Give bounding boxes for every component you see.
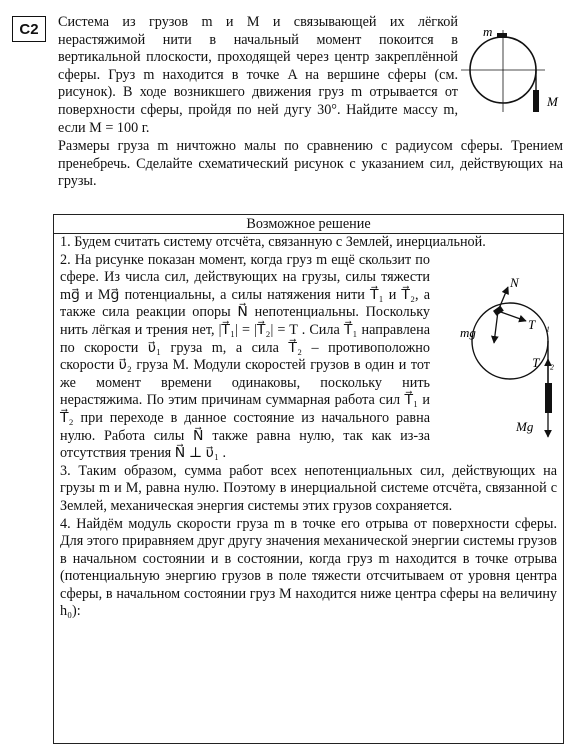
solution-step-3: 3. Таким образом, сумма работ всех непотенциальных сил, действующих на грузы m и M, равна нулю. Поэтому в инерциальной системе отсчёта, связанной с Землей, механическая энергия системы этих грузов сохраняется. [60,462,557,514]
solution-figure [454,275,558,447]
problem-text: Система из грузов m и M и связывающей их лёгкой нерастяжимой нити в начальный момент покоится в вертикальной плоскости, проходящей через центр закреплённой сферы. Груз m находится в точке A на вершине сферы (см. рисунок). В ходе возникшего движения груз m отрывается от поверхности сферы, пройдя по ней дугу 30°. Найдите массу m, если M = 100 г. [58,14,458,136]
solution-step-2: 2. На рисунке показан момент, когда груз m ещё скользит по сфере. Из числа сил, действующих на грузы, силы тяжести mg⃗ и Mg⃗ потенциальны, а силы натяжения нити T⃗₁ и T⃗₂, а также сила реакции опоры N⃗ непотенциальны. Поскольку нить лёгкая и трения нет, |T⃗₁| = |T⃗₂| = T . Сила T⃗₁ направлена по скорости υ⃗₁ груза m, а сила T⃗₂ – противоположно скорости υ⃗₂ груза M. Модули скоростей грузов в один и тот же момент времени одинаковы, поскольку нить нерастяжима. По этим причинам суммарная работа сил T⃗₁ и T⃗₂ при переходе в данное состояние из начального равна нулю. Работа силы N⃗ также равна нулю, так как из-за отсутствия трения N⃗ ⊥ υ⃗₁ . [60,251,430,462]
force-label-mg: mg⃗ [460,325,486,340]
solution-header: Возможное решение [54,215,563,234]
solution-step-4: 4. Найдём модуль скорости груза m в точке его отрыва от поверхности сферы. Для этого приравняем друг другу значения механической энергии системы грузов в начальном состоянии и в состоянии, когда груз m находится в точке отрыва (потенциальную энергию грузов в поле тяжести отсчитываем от уровня центра сферы, в начальном состоянии груз M находится ниже центра сферы на величину h₀): [60,515,557,620]
force-label-T2: T⃗₂ [532,355,554,370]
figure-label-m: m [483,24,493,39]
figure-label-M: M [547,94,558,109]
problem-number: C2 [12,16,46,42]
solution-box [53,214,564,744]
solution-step-1: 1. Будем считать систему отсчёта, связанную с Землей, инерциальной. [60,234,486,250]
force-label-Mg: Mg⃗ [516,419,544,434]
force-label-N: N⃗ [510,275,529,290]
force-label-T1: T⃗₁ [528,317,550,332]
problem-text-continued: Размеры груза m ничтожно малы по сравнению с радиусом сферы. Трением пренебречь. Сделайте схематический рисунок с указанием сил, действующих на грузы. [58,138,563,190]
problem-figure [455,22,567,122]
